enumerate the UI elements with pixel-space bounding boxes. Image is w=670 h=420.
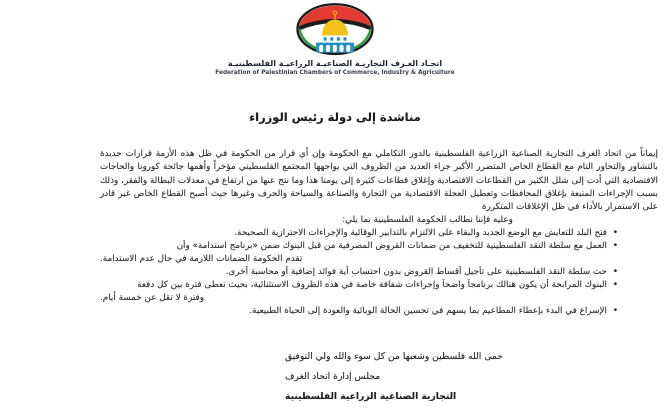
- demand-item: [100, 305, 618, 318]
- demand-text: البنوك المرابحة أن يكون هنالك برنامجاً واضحاً وإجراءات شفافة خاصة في هذه الظروف الاستثنائية، بحيث تعطى فترة بين كل دفعة: [137, 280, 607, 290]
- demand-text-continued: وفترة لا تقل عن خمسة أيام.: [100, 293, 204, 303]
- signature-line-1: مجلس إدارة اتحاد الغرف: [285, 371, 381, 382]
- intro-line: قرارات جديدة بالتشاور والتحاور التام مع القطاع الخاص المتضرر الأكبر جراء العديد من الظروف التي يواجهها المجتمع الفلسطيني: [100, 149, 658, 173]
- demand-item: [100, 227, 618, 240]
- demand-text-continued: تقدم الحكومة الضمانات اللازمة في حال عدم الاستدامة.: [100, 254, 303, 264]
- federation-logo-icon: [289, 2, 381, 58]
- demand-item: [100, 279, 618, 305]
- bullet-icon: •: [612, 228, 618, 238]
- demands-lead: وعليه فإننا نطالب الحكومة الفلسطينية بما يلي:: [342, 215, 513, 225]
- demand-text: فتح البلد للتعايش مع الوضع الجديد والبقاء على الالتزام بالتدابير الوقائية والإجراءات الاحترازية الصحيحة.: [234, 228, 607, 238]
- document-title: مناشدة إلى دولة رئيس الوزراء: [249, 110, 421, 124]
- demand-text: الإسراع في البدء بإعطاء المطاعيم بما يسهم في تحسين الحالة الوبائية والعودة إلى الحياة الطبيعية.: [249, 306, 607, 316]
- bullet-icon: •: [612, 241, 618, 251]
- demand-item: [100, 240, 618, 266]
- demand-item: [100, 266, 618, 279]
- intro-paragraph: [100, 148, 658, 214]
- signature-block: [285, 351, 503, 411]
- bullet-icon: •: [612, 267, 618, 277]
- demand-text: حث سلطة النقد الفلسطينية على تأجيل أقساط القروض بدون احتساب أية فوائد إضافية أو محاسبة أخرى.: [225, 267, 607, 277]
- letterhead: [0, 2, 670, 76]
- bullet-icon: •: [612, 280, 618, 290]
- closing-prayer: حمى الله فلسطين وشعبها من كل سوء والله ولي التوفيق: [285, 351, 503, 362]
- bullet-icon: •: [612, 306, 618, 316]
- demand-text: العمل مع سلطة النقد الفلسطينية للتخفيف من ضمانات القروض المصرفية من قبل البنوك ضمن «برنامج استدامة» وأن: [176, 241, 607, 251]
- demands-list: [100, 227, 618, 318]
- intro-line: إيماناً من اتحاد الغرف التجارية الصناعية الزراعية الفلسطينية بالدور التكاملي مع الحكومة وإن أي قرار من الحكومة في ظل هذه الأزمة: [155, 149, 658, 159]
- org-name-arabic: اتحـاد الغـرف التجاريـة الصناعيـة الزراعيـة الفلسطينيـة: [227, 59, 443, 68]
- intro-line: من التجارة والصناعة والسياحة والحرف وغيرها حيث أصبح القطاع الخاص غير قادر على الاستمرار بالأداء في ظل الإغلاقات المتكررة: [100, 188, 658, 213]
- intro-line: مؤخراً وأهمها جائحة كورونا والحاجات الاقتصادية التي أدت إلى شلل الكثير من القطاعات الاقتصادية وإغلاق قطاعات كثيرة إلى يومنا: [100, 162, 659, 186]
- org-name-english: Federation of Palestinian Chambers of Commerce, Industry & Agriculture: [215, 69, 455, 76]
- signature-line-2: التجارية الصناعية الزراعية الفلسطينية: [285, 391, 457, 402]
- intro-line: هذا وما نتج عنها من ارتفاع في معدلات البطالة والفقر، وذلك بسبب الإجراءات المتبعة بإغلاق المحافظات وتعطيل العجلة الاقتصادية: [100, 175, 658, 199]
